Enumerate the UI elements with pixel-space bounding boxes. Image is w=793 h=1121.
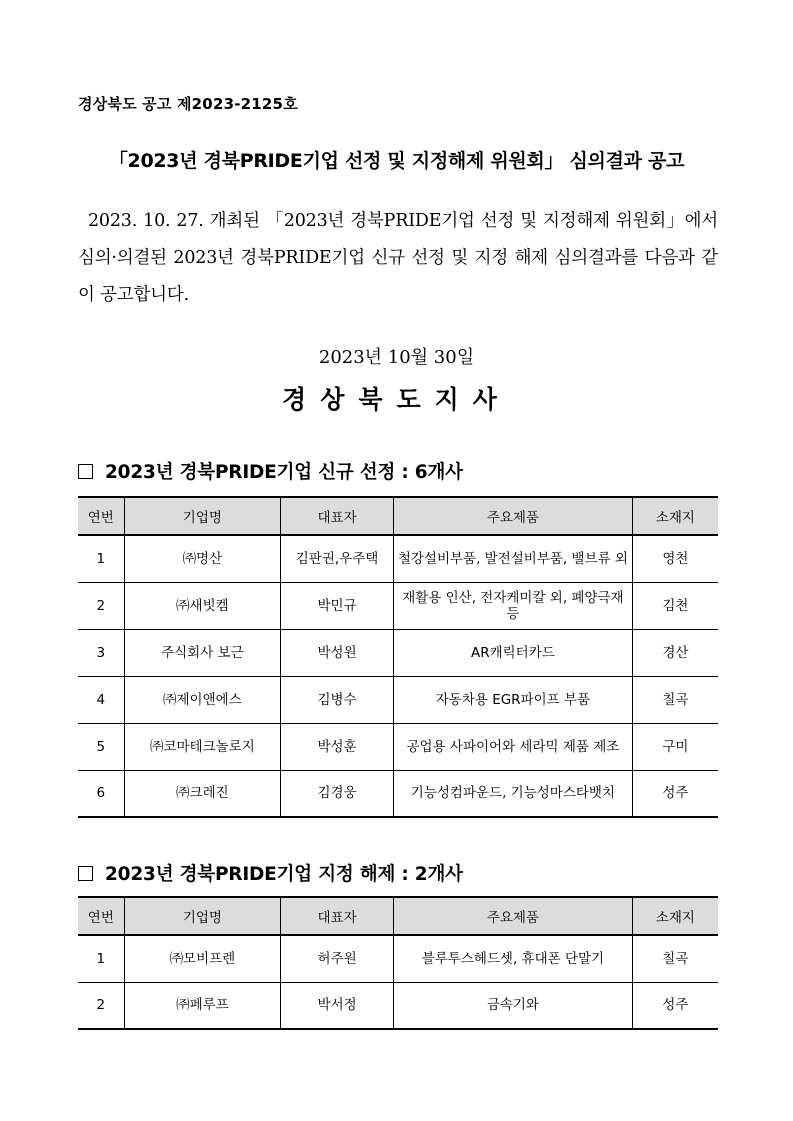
col-header-ceo: 대표자 xyxy=(281,897,394,935)
checkbox-icon xyxy=(78,866,93,881)
cell-product: 금속기와 xyxy=(394,982,633,1029)
cell-location: 칠곡 xyxy=(632,935,718,982)
announcement-date: 2023년 10월 30일 xyxy=(318,347,475,368)
cell-location: 경산 xyxy=(632,629,718,676)
notice-number: 경상북도 공고 제2023-2125호 xyxy=(78,95,298,113)
table-header-row xyxy=(78,497,718,535)
cell-product: AR캐릭터카드 xyxy=(394,629,633,676)
cell-location: 성주 xyxy=(632,770,718,817)
table-row xyxy=(78,676,718,723)
cell-company: ㈜명산 xyxy=(124,535,280,582)
section-title-text: 2023년 경북PRIDE기업 지정 해제 : 2개사 xyxy=(105,864,463,885)
cell-product: 공업용 사파이어와 세라믹 제품 제조 xyxy=(394,723,633,770)
cell-no: 3 xyxy=(78,629,124,676)
col-header-product: 주요제품 xyxy=(394,897,633,935)
col-header-location: 소재지 xyxy=(632,497,718,535)
col-header-ceo: 대표자 xyxy=(281,497,394,535)
cell-no: 2 xyxy=(78,582,124,629)
issuer-name: 경상북도지사 xyxy=(282,385,511,414)
cell-product: 철강설비부품, 발전설비부품, 밸브류 외 xyxy=(394,535,633,582)
cell-location: 성주 xyxy=(632,982,718,1029)
cell-product: 자동차용 EGR파이프 부품 xyxy=(394,676,633,723)
cell-location: 김천 xyxy=(632,582,718,629)
new-selection-table xyxy=(78,496,718,818)
cell-ceo: 김판권,우주택 xyxy=(281,535,394,582)
col-header-location: 소재지 xyxy=(632,897,718,935)
cell-company: ㈜모비프렌 xyxy=(124,935,280,982)
cell-product: 블루투스헤드셋, 휴대폰 단말기 xyxy=(394,935,633,982)
cell-ceo: 박서정 xyxy=(281,982,394,1029)
cell-no: 6 xyxy=(78,770,124,817)
table-header-row xyxy=(78,897,718,935)
cell-ceo: 박성훈 xyxy=(281,723,394,770)
cell-location: 구미 xyxy=(632,723,718,770)
table-row xyxy=(78,982,718,1029)
section-title-designation-release xyxy=(78,860,463,886)
checkbox-icon xyxy=(78,464,93,479)
cell-location: 칠곡 xyxy=(632,676,718,723)
announcement-body: 2023. 10. 27. 개최된 「2023년 경북PRIDE기업 선정 및 지정해제 위원회」에서 심의·의결된 2023년 경북PRIDE기업 신규 선정 및 지정 해제 심의결과를 다음과 같이 공고합니다. xyxy=(78,211,718,305)
cell-no: 4 xyxy=(78,676,124,723)
cell-no: 5 xyxy=(78,723,124,770)
table-row xyxy=(78,629,718,676)
cell-product: 기능성컴파운드, 기능성마스타뱃치 xyxy=(394,770,633,817)
cell-company: ㈜제이앤에스 xyxy=(124,676,280,723)
cell-company: ㈜새빗켐 xyxy=(124,582,280,629)
cell-company: ㈜페루프 xyxy=(124,982,280,1029)
section-title-new-selection xyxy=(78,458,463,484)
col-header-no: 연번 xyxy=(78,897,124,935)
cell-company: 주식회사 보근 xyxy=(124,629,280,676)
cell-product: 재활용 인산, 전자케미칼 외, 폐양극재 등 xyxy=(394,582,633,629)
cell-no: 2 xyxy=(78,982,124,1029)
table-row xyxy=(78,582,718,629)
cell-ceo: 김경웅 xyxy=(281,770,394,817)
col-header-company: 기업명 xyxy=(124,497,280,535)
table-row xyxy=(78,935,718,982)
cell-ceo: 박성원 xyxy=(281,629,394,676)
cell-company: ㈜크레진 xyxy=(124,770,280,817)
designation-release-table xyxy=(78,896,718,1030)
section-title-text: 2023년 경북PRIDE기업 신규 선정 : 6개사 xyxy=(105,462,463,483)
cell-ceo: 허주원 xyxy=(281,935,394,982)
col-header-company: 기업명 xyxy=(124,897,280,935)
cell-ceo: 김병수 xyxy=(281,676,394,723)
cell-no: 1 xyxy=(78,935,124,982)
col-header-no: 연번 xyxy=(78,497,124,535)
document-title: 「2023년 경북PRIDE기업 선정 및 지정해제 위원회」 심의결과 공고 xyxy=(108,150,685,172)
cell-no: 1 xyxy=(78,535,124,582)
cell-location: 영천 xyxy=(632,535,718,582)
cell-company: ㈜코마테크놀로지 xyxy=(124,723,280,770)
table-row xyxy=(78,770,718,817)
cell-ceo: 박민규 xyxy=(281,582,394,629)
table-row xyxy=(78,723,718,770)
col-header-product: 주요제품 xyxy=(394,497,633,535)
table-row xyxy=(78,535,718,582)
